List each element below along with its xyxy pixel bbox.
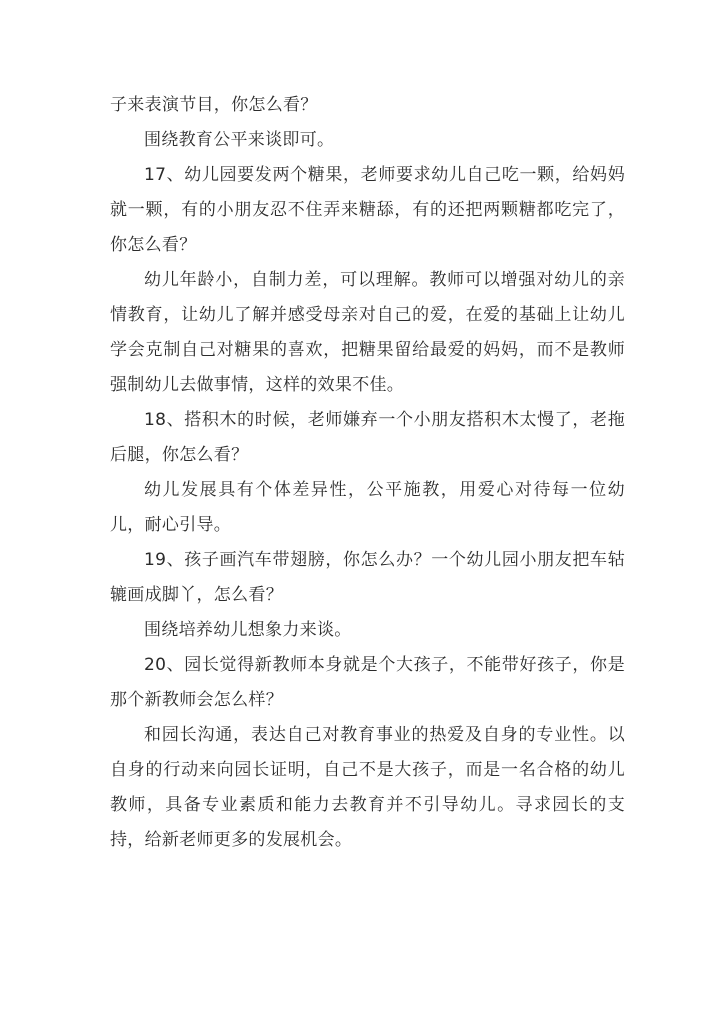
- question-paragraph-17: 17、幼儿园要发两个糖果，老师要求幼儿自己吃一颗，给妈妈就一颗，有的小朋友忍不住弄来糖舔，有的还把两颗糖都吃完了，你怎么看？: [110, 165, 625, 255]
- question-paragraph-18: 18、搭积木的时候，老师嫌弃一个小朋友搭积木太慢了，老拖后腿，你怎么看？: [110, 410, 625, 465]
- document-body: [110, 88, 625, 858]
- question-paragraph-20: 20、园长觉得新教师本身就是个大孩子，不能带好孩子，你是那个新教师会怎么样？: [110, 655, 625, 710]
- paragraph-continuation: 子来表演节目，你怎么看？: [110, 95, 318, 115]
- answer-paragraph-17: 幼儿年龄小，自制力差，可以理解。教师可以增强对幼儿的亲情教育，让幼儿了解并感受母亲对自己的爱，在爱的基础上让幼儿学会克制自己对糖果的喜欢，把糖果留给最爱的妈妈，而不是教师强制幼儿去做事情，这样的效果不佳。: [110, 270, 625, 395]
- answer-paragraph-19: 围绕培养幼儿想象力来谈。: [144, 620, 352, 640]
- question-paragraph-19: 19、孩子画汽车带翅膀，你怎么办？一个幼儿园小朋友把车轱辘画成脚丫，怎么看？: [110, 550, 625, 605]
- answer-paragraph-20: 和园长沟通，表达自己对教育事业的热爱及自身的专业性。以自身的行动来向园长证明，自己不是大孩子，而是一名合格的幼儿教师，具备专业素质和能力去教育并不引导幼儿。寻求园长的支持，给新老师更多的发展机会。: [110, 725, 625, 850]
- answer-paragraph: 围绕教育公平来谈即可。: [144, 130, 335, 150]
- answer-paragraph-18: 幼儿发展具有个体差异性，公平施教，用爱心对待每一位幼儿，耐心引导。: [110, 480, 625, 535]
